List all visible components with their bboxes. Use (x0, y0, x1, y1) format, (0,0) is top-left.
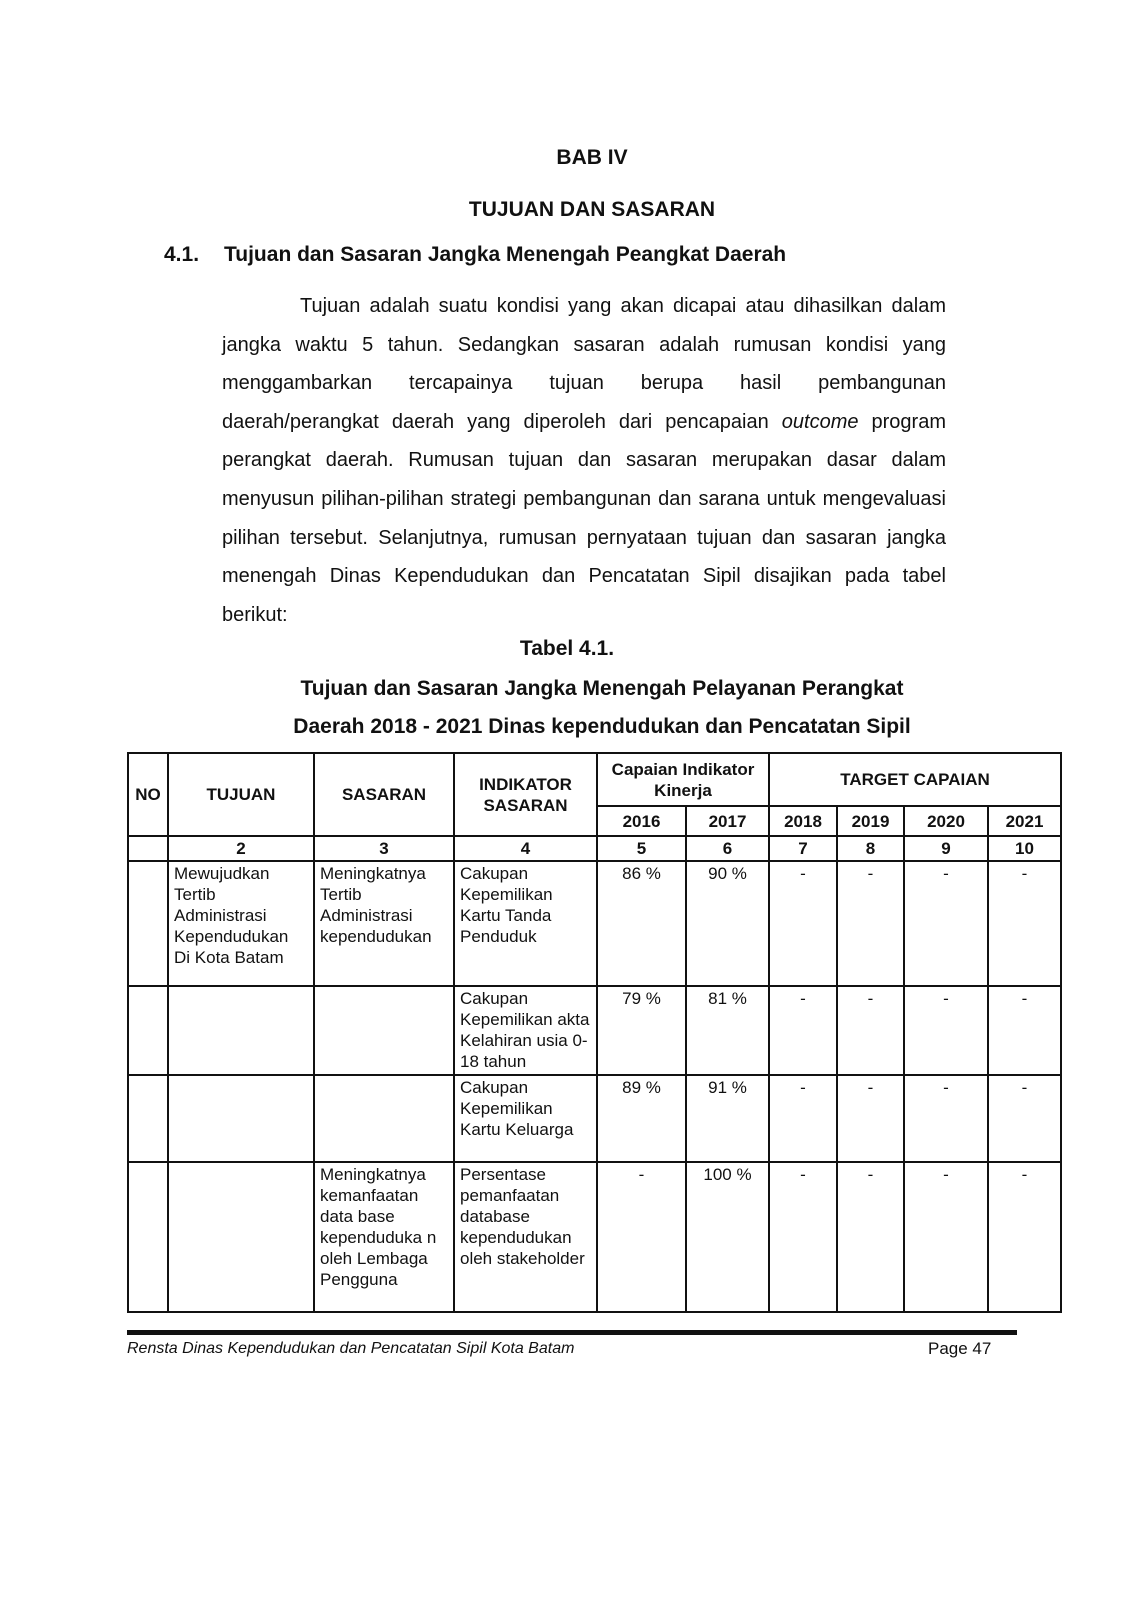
cell-value: - (837, 861, 904, 986)
cell-value: - (988, 861, 1061, 986)
cell-sasaran (314, 986, 454, 1075)
header-year: 2018 (769, 806, 837, 836)
header-capaian: Capaian Indikator Kinerja (597, 753, 769, 806)
header-year: 2019 (837, 806, 904, 836)
cell-value: - (904, 1075, 988, 1162)
cell-value: - (769, 1075, 837, 1162)
cell-value: - (988, 1162, 1061, 1312)
cell-no (128, 1075, 168, 1162)
table-caption-line1: Tujuan dan Sasaran Jangka Menengah Pelayanan Perangkat (300, 677, 904, 700)
cell-value: - (837, 1075, 904, 1162)
cell-value: 91 % (686, 1075, 769, 1162)
cell-value: 86 % (597, 861, 686, 986)
cell-value: - (904, 861, 988, 986)
cell-value: - (769, 986, 837, 1075)
cell-no (128, 1162, 168, 1312)
cell-value: - (597, 1162, 686, 1312)
column-number: 7 (769, 836, 837, 861)
cell-sasaran: Meningkatnya Tertib Administrasi kependudukan (314, 861, 454, 986)
cell-tujuan (168, 986, 314, 1075)
goals-table (127, 752, 1062, 1313)
cell-value: 79 % (597, 986, 686, 1075)
cell-indikator: Cakupan Kepemilikan akta Kelahiran usia 0-18 tahun (454, 986, 597, 1075)
column-number: 5 (597, 836, 686, 861)
cell-indikator: Cakupan Kepemilikan Kartu Tanda Penduduk (454, 861, 597, 986)
table-row (128, 861, 1061, 986)
header-year: 2021 (988, 806, 1061, 836)
cell-value: 90 % (686, 861, 769, 986)
cell-value: - (769, 861, 837, 986)
chapter-heading: BAB IV (556, 146, 628, 169)
page-number: Page 47 (928, 1339, 992, 1358)
cell-value: - (904, 986, 988, 1075)
cell-value: 100 % (686, 1162, 769, 1312)
paragraph-text: Tujuan adalah suatu kondisi yang akan dicapai atau dihasilkan dalam jangka waktu 5 tahun. Sedangkan sasaran adalah rumusan kondisi yang menggambarkan tercapainya tujuan berupa hasil pembangunan daerah/perangkat daerah yang diperoleh dari pencapaian (222, 295, 946, 433)
header-no: NO (128, 753, 168, 836)
cell-value: - (837, 986, 904, 1075)
cell-value: - (988, 1075, 1061, 1162)
column-number: 10 (988, 836, 1061, 861)
table-row (128, 1162, 1061, 1312)
cell-sasaran: Meningkatnya kemanfaatan data base kependuduka n oleh Lembaga Pengguna (314, 1162, 454, 1312)
header-year: 2017 (686, 806, 769, 836)
cell-value: - (988, 986, 1061, 1075)
cell-value: - (769, 1162, 837, 1312)
table-label: Tabel 4.1. (519, 637, 615, 660)
cell-value: 81 % (686, 986, 769, 1075)
column-number: 9 (904, 836, 988, 861)
section-title: Tujuan dan Sasaran Jangka Menengah Peangkat Daerah (224, 243, 787, 266)
table-caption-line2: Daerah 2018 - 2021 Dinas kependudukan dan Pencatatan Sipil (293, 715, 911, 738)
footer-text: Rensta Dinas Kependudukan dan Pencatatan Sipil Kota Batam (127, 1340, 575, 1357)
column-number: 6 (686, 836, 769, 861)
cell-no (128, 861, 168, 986)
table-row (128, 1075, 1061, 1162)
cell-value: - (904, 1162, 988, 1312)
column-number (128, 836, 168, 861)
cell-sasaran (314, 1075, 454, 1162)
header-target: TARGET CAPAIAN (769, 753, 1061, 806)
header-indikator: INDIKATOR SASARAN (454, 753, 597, 836)
paragraph-italic: outcome (781, 410, 859, 433)
table-row (128, 986, 1061, 1075)
header-tujuan: TUJUAN (168, 753, 314, 836)
footer-rule (127, 1330, 1017, 1335)
column-number: 2 (168, 836, 314, 861)
column-number: 8 (837, 836, 904, 861)
cell-value: 89 % (597, 1075, 686, 1162)
section-heading (164, 243, 786, 267)
cell-indikator: Persentase pemanfaatan database kependudukan oleh stakeholder (454, 1162, 597, 1312)
cell-indikator: Cakupan Kepemilikan Kartu Keluarga (454, 1075, 597, 1162)
header-year: 2020 (904, 806, 988, 836)
cell-tujuan (168, 1075, 314, 1162)
cell-tujuan: Mewujudkan Tertib Administrasi Kependudukan Di Kota Batam (168, 861, 314, 986)
cell-value: - (837, 1162, 904, 1312)
body-paragraph (222, 287, 946, 634)
column-number: 4 (454, 836, 597, 861)
cell-no (128, 986, 168, 1075)
column-number: 3 (314, 836, 454, 861)
chapter-title: TUJUAN DAN SASARAN (468, 198, 716, 221)
paragraph-text: program perangkat daerah. Rumusan tujuan dan sasaran merupakan dasar dalam menyusun pilihan-pilihan strategi pembangunan dan sarana untuk mengevaluasi pilihan tersebut. Selanjutnya, rumusan pernyataan tujuan dan sasaran jangka menengah Dinas Kependudukan dan Pencatatan Sipil disajikan pada tabel berikut: (222, 410, 947, 626)
header-sasaran: SASARAN (314, 753, 454, 836)
cell-tujuan (168, 1162, 314, 1312)
section-number: 4.1. (164, 243, 200, 266)
header-year: 2016 (597, 806, 686, 836)
